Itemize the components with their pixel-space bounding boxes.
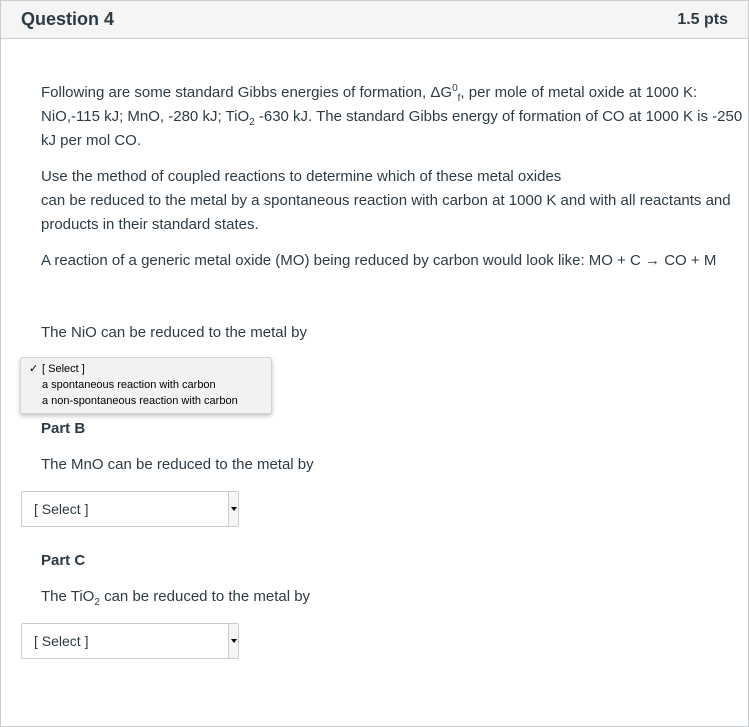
part-b-select-value: [ Select ] [34,501,89,517]
part-b-select[interactable] [21,491,239,527]
checkmark-icon: ✓ [29,363,39,375]
part-b-prompt: The MnO can be reduced to the metal by [41,456,314,473]
part-c-select-value: [ Select ] [34,633,89,649]
dropdown-option-spontaneous[interactable]: a spontaneous reaction with carbon [42,379,216,391]
part-c-label: Part C [41,552,86,569]
instructions-paragraph: Use the method of coupled reactions to determine which of these metal oxides can be reduced to the metal by a spontaneous reaction with carbon at 1000 K and with all reactants and products in their standard states. [41,168,731,233]
question-header [1,1,748,39]
part-b-label: Part B [41,420,86,437]
reaction-paragraph: A reaction of a generic metal oxide (MO) being reduced by carbon would look like: MO + C → CO + M [41,252,717,269]
dropdown-option-non-spontaneous[interactable]: a non-spontaneous reaction with carbon [42,395,238,407]
intro-paragraph: Following are some standard Gibbs energies of formation, $\Delta G^0_f$, per mole of metal oxide at 1000 K: NiO,-115 kJ; MnO, -280 kJ; TiO$_2$ -630 kJ. The standard Gibbs energy of formation of CO at 1000 K is -250 kJ per mol CO. [41,83,743,149]
chevron-down-icon[interactable] [228,492,238,526]
part-c-prompt: The TiO$_2$ can be reduced to the metal by [41,588,311,608]
dropdown-option-select[interactable]: ✓ [ Select ] [29,363,85,375]
question-title: Question 4 [21,9,115,29]
question-points: 1.5 pts [677,10,728,28]
chevron-down-icon[interactable] [228,624,238,658]
part-a-prompt: The NiO can be reduced to the metal by [41,324,307,341]
part-c-select[interactable] [21,623,239,659]
part-a-dropdown-menu[interactable] [20,357,272,414]
